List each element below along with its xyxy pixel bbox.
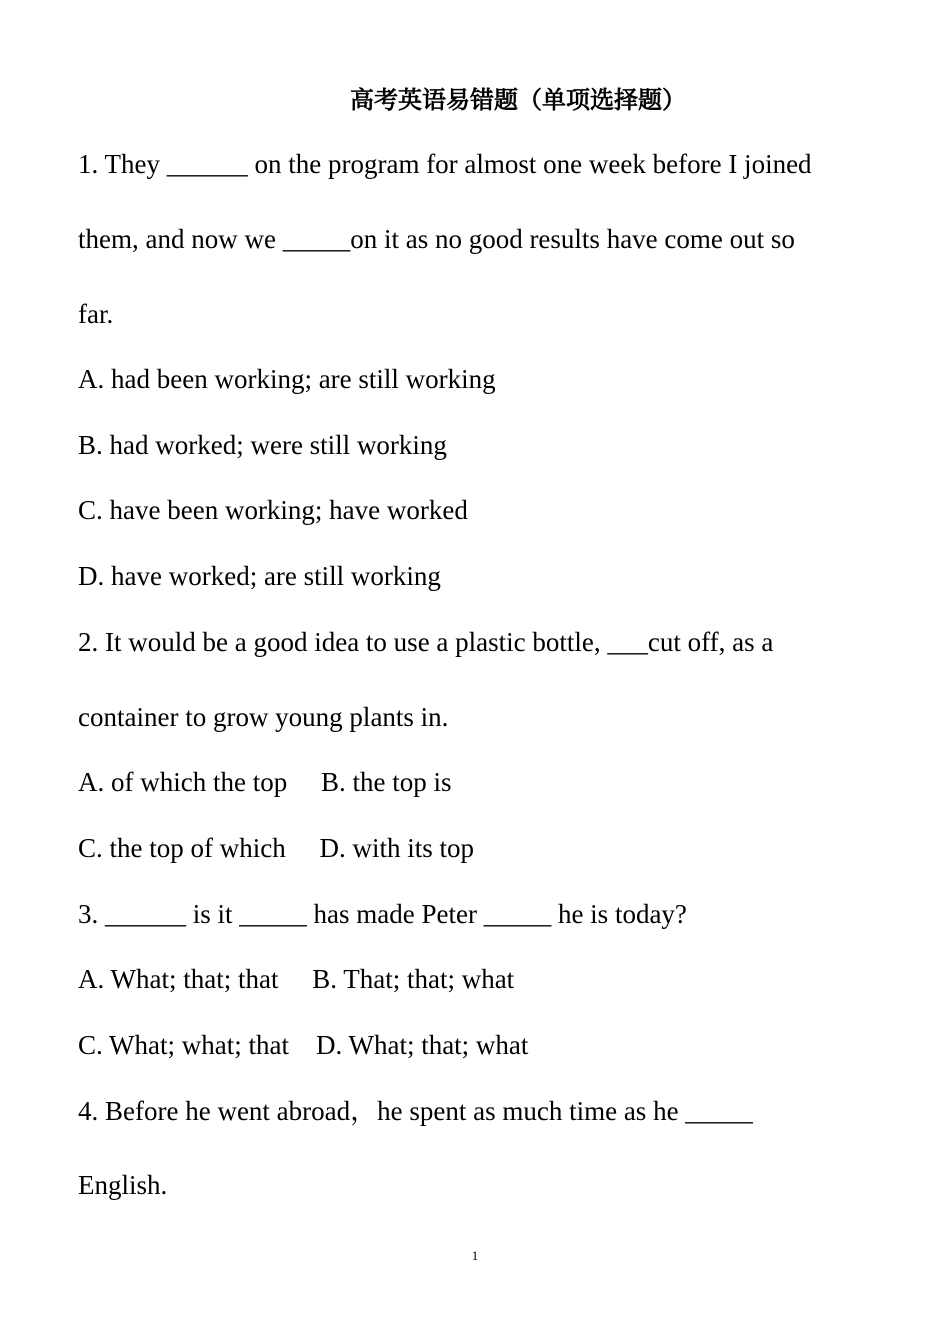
question-3-options-cd: C. What; what; that D. What; that; what [78, 1030, 529, 1060]
question-3-options-ab: A. What; that; that B. That; that; what [78, 964, 515, 994]
page-number: 1 [471, 1248, 479, 1263]
question-2-options-cd: C. the top of which D. with its top [78, 833, 474, 863]
page-title: 高考英语易错题（单项选择题） [350, 86, 686, 114]
question-4-text-line-1: 4. Before he went abroad，he spent as much time as he _____ [78, 1096, 753, 1126]
question-1-option-a: A. had been working; are still working [78, 364, 496, 394]
question-2-text-line-1: 2. It would be a good idea to use a plastic bottle, ___cut off, as a [78, 627, 774, 657]
question-1-option-b: B. had worked; were still working [78, 430, 447, 460]
question-1-text-line-1: 1. They ______ on the program for almost one week before I joined [78, 149, 812, 179]
question-1-option-c: C. have been working; have worked [78, 495, 468, 525]
question-2-options-ab: A. of which the top B. the top is [78, 767, 452, 797]
question-1-option-d: D. have worked; are still working [78, 561, 441, 591]
question-1-text-line-2: them, and now we _____on it as no good results have come out so [78, 224, 795, 254]
question-3-text-line-1: 3. ______ is it _____ has made Peter _____ he is today? [78, 899, 687, 929]
question-4-text-line-2: English. [78, 1170, 168, 1200]
question-1-text-line-3: far. [78, 299, 114, 329]
question-2-text-line-2: container to grow young plants in. [78, 702, 449, 732]
